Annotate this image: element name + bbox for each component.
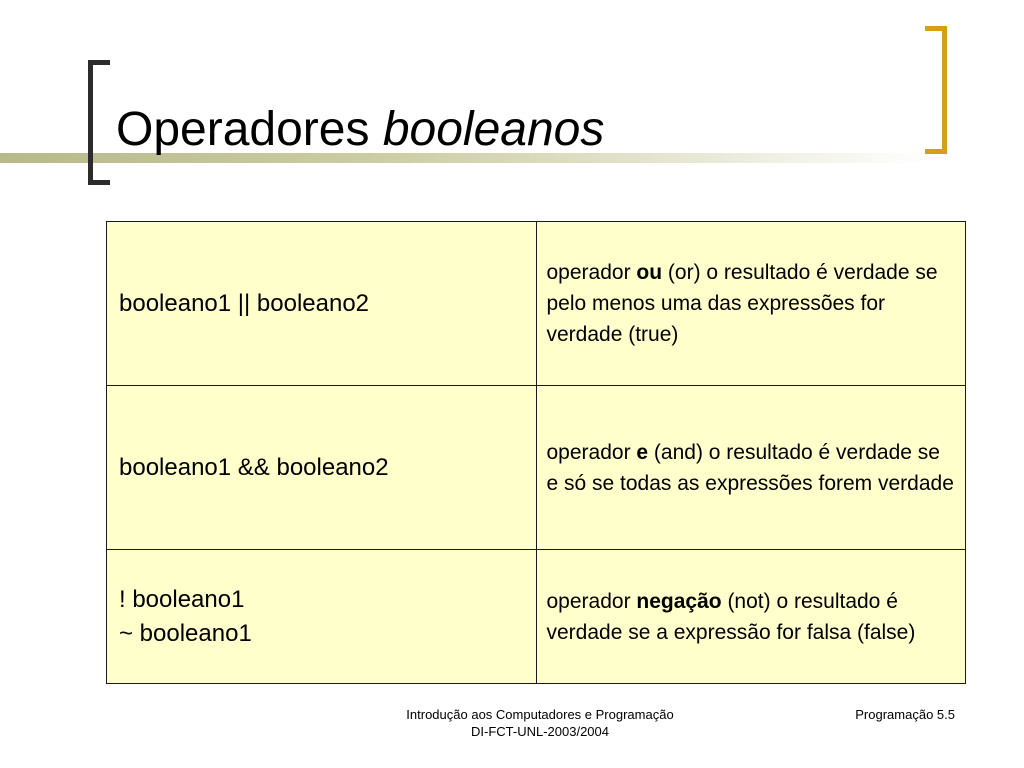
- title-plain: Operadores: [116, 103, 370, 156]
- footer-department: DI-FCT-UNL-2003/2004: [471, 724, 609, 739]
- left-bracket-decoration: [88, 60, 110, 185]
- table-row: [107, 550, 966, 684]
- description-text: (not) o resultado é verdade se a expressão for falsa (false): [546, 589, 916, 644]
- table-row: [107, 386, 966, 550]
- footer-course: Introdução aos Computadores e Programação: [406, 707, 674, 722]
- expression-text: ~ booleano1: [119, 619, 252, 647]
- description-text: (and) o resultado é verdade se e só se todas as expressões forem verdade: [546, 440, 954, 495]
- right-bracket-decoration: [925, 26, 947, 154]
- description-cell: [536, 386, 966, 550]
- footer-course-info: [340, 706, 740, 740]
- expression-cell: [107, 222, 537, 386]
- description-prefix: operador: [546, 261, 637, 284]
- operators-table: [106, 221, 966, 684]
- description-prefix: operador: [546, 440, 637, 464]
- operator-name: negação: [636, 589, 722, 613]
- description-cell: [536, 222, 966, 386]
- table-row: [107, 222, 966, 386]
- operator-name: ou: [636, 261, 663, 284]
- title-italic: booleanos: [382, 103, 605, 156]
- footer-slide-number: Programação 5.5: [855, 707, 955, 722]
- expression-text: ! booleano1: [119, 585, 245, 613]
- operator-name: e: [636, 440, 649, 464]
- expression-cell: [107, 550, 537, 684]
- description-text: (or) o resultado é verdade se pelo menos uma das expressões for verdade (true): [546, 261, 938, 346]
- expression-text: booleano1 && booleano2: [119, 453, 389, 481]
- slide-title: [116, 100, 604, 160]
- expression-cell: [107, 386, 537, 550]
- description-cell: [536, 550, 966, 684]
- description-prefix: operador: [546, 589, 637, 613]
- expression-text: booleano1 || booleano2: [119, 289, 370, 317]
